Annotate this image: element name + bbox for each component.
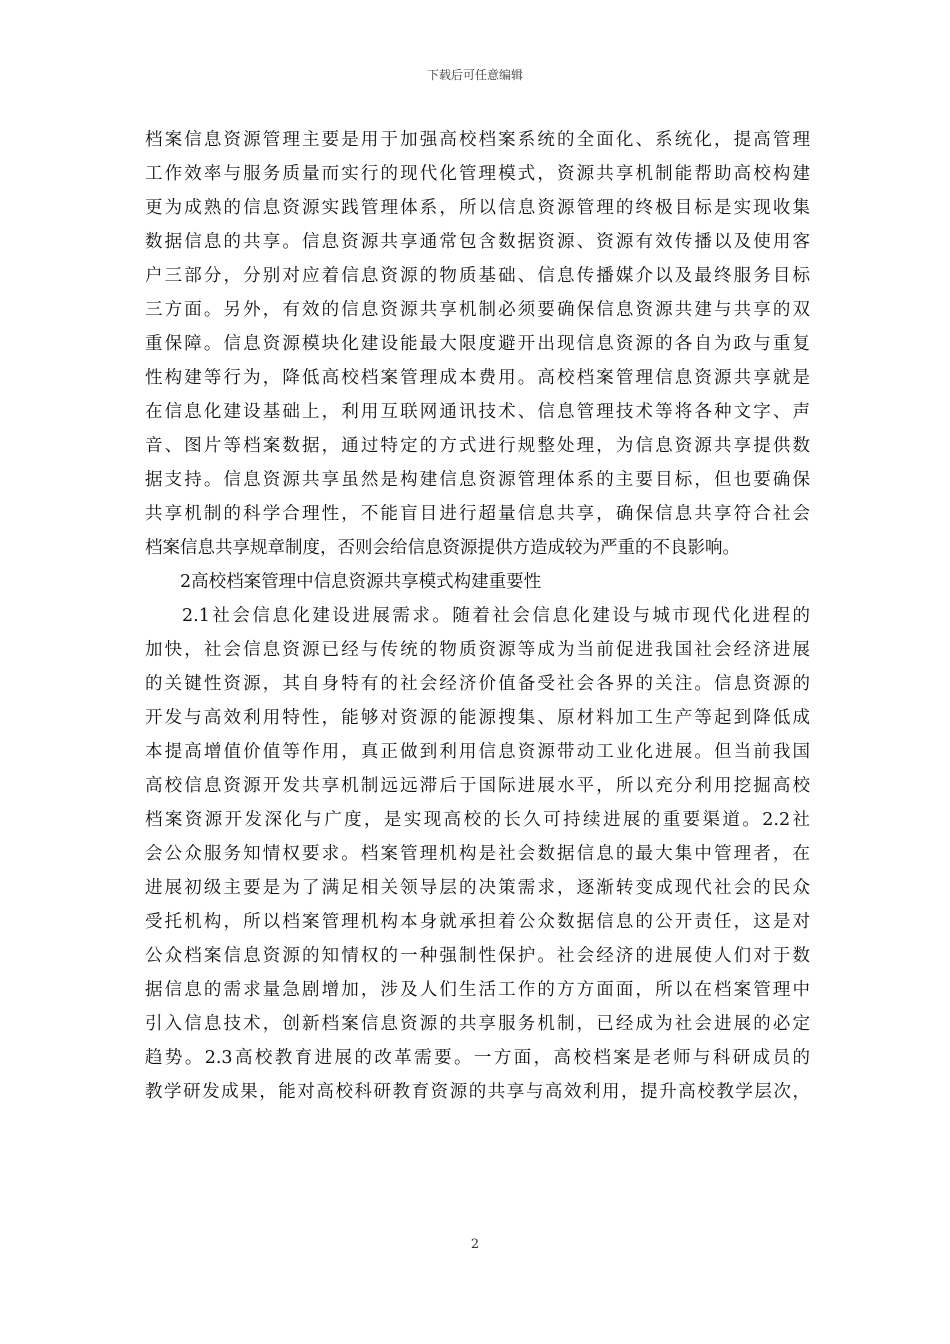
text-line: 工作效率与服务质量而实行的现代化管理模式，资源共享机制能帮助高校构建 — [145, 164, 810, 184]
text-line: 开发与高效利用特性，能够对资源的能源搜集、原材料加工生产等起到降低成 — [145, 708, 810, 728]
text-line: 受托机构，所以档案管理机构本身就承担着公众数据信息的公开责任，这是对 — [145, 912, 810, 932]
text-line: 会公众服务知情权要求。档案管理机构是社会数据信息的最大集中管理者，在 — [145, 844, 810, 864]
text-line: 引入信息技术，创新档案信息资源的共享服务机制，已经成为社会进展的必定 — [145, 1014, 810, 1034]
text-line: 三方面。另外，有效的信息资源共享机制必须要确保信息资源共建与共享的双 — [145, 300, 810, 320]
text-line: 数据信息的共享。信息资源共享通常包含数据资源、资源有效传播以及使用客 — [145, 232, 810, 252]
text-line: 音、图片等档案数据，通过特定的方式进行规整处理，为信息资源共享提供数 — [145, 436, 810, 456]
text-line: 公众档案信息资源的知情权的一种强制性保护。社会经济的进展使人们对于数 — [145, 946, 810, 966]
text-line: 高校信息资源开发共享机制远远滞后于国际进展水平，所以充分利用挖掘高校 — [145, 776, 810, 796]
page-number: 2 — [470, 1237, 480, 1252]
text-line: 据信息的需求量急剧增加，涉及人们生活工作的方方面面，所以在档案管理中 — [145, 980, 810, 1000]
text-line: 2.1社会信息化建设进展需求。随着社会信息化建设与城市现代化进程的 — [182, 606, 810, 626]
text-line: 教学研发成果，能对高校科研教育资源的共享与高效利用，提升高校教学层次， — [145, 1082, 810, 1102]
document-body — [145, 123, 810, 1109]
text-line: 在信息化建设基础上，利用互联网通讯技术、信息管理技术等将各种文字、声 — [145, 402, 810, 422]
text-line: 据支持。信息资源共享虽然是构建信息资源管理体系的主要目标，但也要确保 — [145, 470, 810, 490]
text-line: 加快，社会信息资源已经与传统的物质资源等成为当前促进我国社会经济进展 — [145, 640, 810, 660]
text-line: 本提高增值价值等作用，真正做到利用信息资源带动工业化进展。但当前我国 — [145, 742, 810, 762]
text-line: 户三部分，分别对应着信息资源的物质基础、信息传播媒介以及最终服务目标 — [145, 266, 810, 286]
text-line: 趋势。2.3高校教育进展的改革需要。一方面，高校档案是老师与科研成员的 — [145, 1048, 810, 1068]
page-header: 下载后可任意编辑 — [426, 68, 523, 82]
section-heading: 2高校档案管理中信息资源共享模式构建重要性 — [180, 572, 542, 592]
text-line: 性构建等行为，降低高校档案管理成本费用。高校档案管理信息资源共享就是 — [145, 368, 810, 388]
text-line: 的关键性资源，其自身特有的社会经济价值备受社会各界的关注。信息资源的 — [145, 674, 810, 694]
text-line: 档案信息资源管理主要是用于加强高校档案系统的全面化、系统化，提高管理 — [145, 130, 810, 150]
text-line: 档案资源开发深化与广度，是实现高校的长久可持续进展的重要渠道。2.2社 — [145, 810, 810, 830]
text-line: 更为成熟的信息资源实践管理体系，所以信息资源管理的终极目标是实现收集 — [145, 198, 810, 218]
text-line: 重保障。信息资源模块化建设能最大限度避开出现信息资源的各自为政与重复 — [145, 334, 810, 354]
text-line: 档案信息共享规章制度，否则会给信息资源提供方造成较为严重的不良影响。 — [145, 538, 740, 558]
text-line: 进展初级主要是为了满足相关领导层的决策需求，逐渐转变成现代社会的民众 — [145, 878, 810, 898]
text-line: 共享机制的科学合理性，不能盲目进行超量信息共享，确保信息共享符合社会 — [145, 504, 810, 524]
